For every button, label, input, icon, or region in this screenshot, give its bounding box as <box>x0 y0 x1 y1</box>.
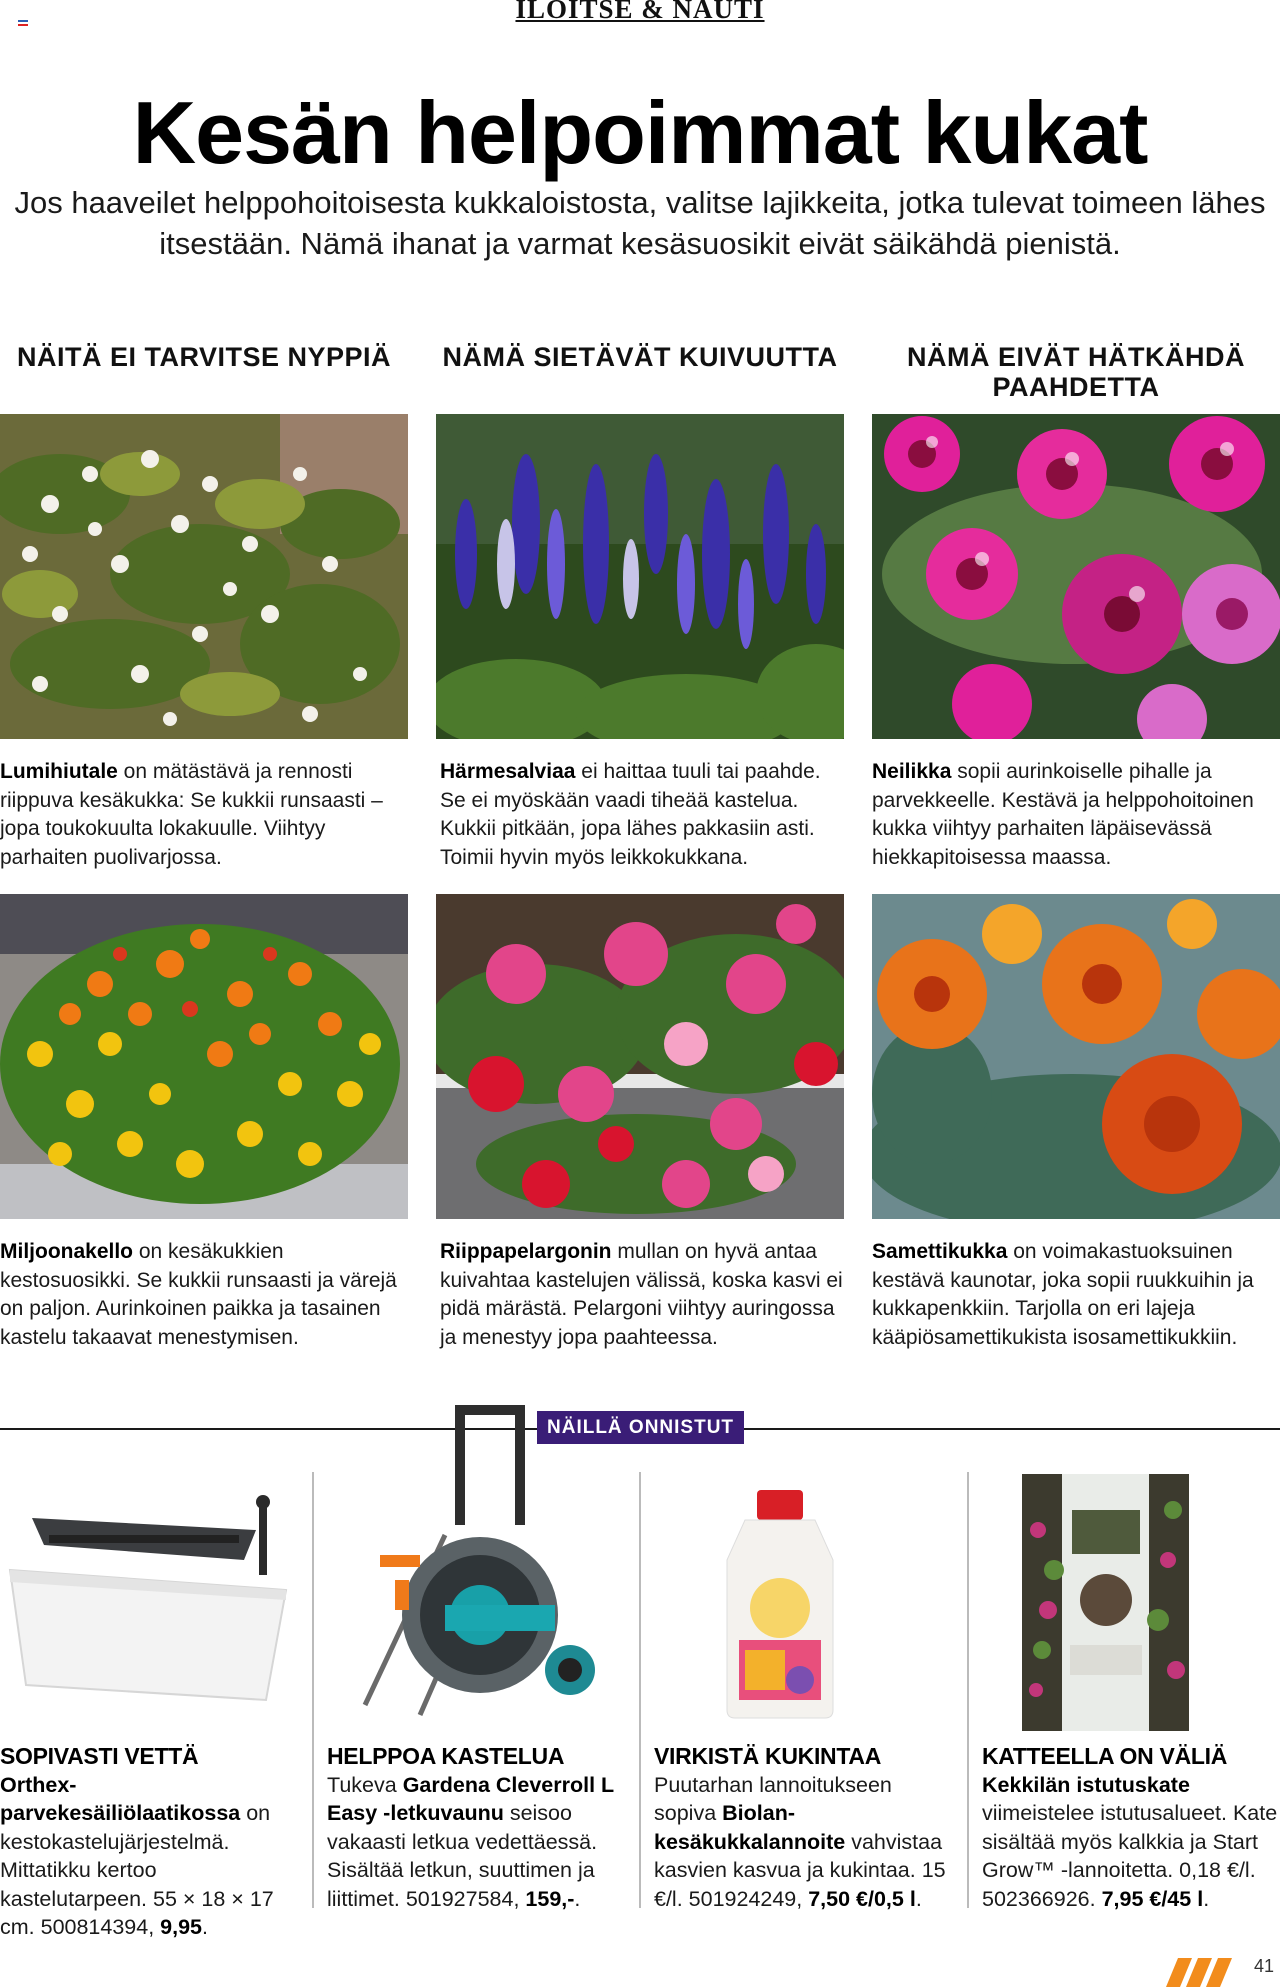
planter-box-icon <box>4 1490 294 1715</box>
product-text: HELPPOA KASTELUA Tukeva Gardena Cleverroll L Easy -letkuvaunu seisoo vakaasti letkua vedettäessä. Sisältää letkun, suuttimen ja liittimet. 501927584, 159,-. <box>327 1742 627 1913</box>
harmesalvia-photo <box>436 414 844 739</box>
column-divider <box>312 1472 314 1908</box>
samettikukka-photo <box>872 894 1280 1219</box>
riippapelargoni-photo <box>436 894 844 1219</box>
product-text: VIRKISTÄ KUKINTAA Puutarhan lannoitukseen sopiva Biolan-kesäkukkalannoite vahvistaa kasvien kasvua ja kukintaa. 15 €/l. 501924249, 7,50 €/0,5 l. <box>654 1742 959 1913</box>
column-divider <box>639 1472 641 1908</box>
product-title: SOPIVASTI VETTÄ <box>0 1743 199 1769</box>
product-title: HELPPOA KASTELUA <box>327 1743 565 1769</box>
product-text: SOPIVASTI VETTÄ Orthex-parvekesäiliölaatikossa on kestokastelujärjestelmä. Mittatikku kertoo kastelutarpeen. 55 × 18 × 17 cm. 500814394, 9,95. <box>0 1742 300 1942</box>
page-title: Kesän helpoimmat kukat <box>132 83 1148 182</box>
products-badge: NÄILLÄ ONNISTUT <box>537 1411 744 1444</box>
miljoonakello-caption: Miljoonakello on kesäkukkien kestosuosikki. Se kukkii runsaasti ja värejä on paljon. Aurinkoinen paikka ja tasainen kastelu takaavat menestymisen. <box>0 1240 397 1349</box>
neilikka-caption: Neilikka sopii aurinkoiselle pihalle ja parvekkeelle. Kestävä ja helppohoitoinen kukka viihtyy parhaiten läpäisevässä hiekkapitoisessa maassa. <box>872 760 1254 869</box>
column-divider <box>967 1472 969 1908</box>
column-heading-3: NÄMÄ EIVÄT HÄTKÄHDÄ PAAHDETTA <box>907 342 1245 402</box>
harmesalvia-caption: Härmesalviaa ei haittaa tuuli tai paahde. Se ei myöskään vaadi tiheää kastelua. Kukkii pitkään, jopa lähes pakkasiin asti. Toimii hyvin myös leikkokukkana. <box>440 760 821 869</box>
column-heading-1: NÄITÄ EI TARVITSE NYPPIÄ <box>16 342 392 372</box>
page-number: 41 <box>1253 1956 1274 1976</box>
samettikukka-caption: Samettikukka on voimakastuoksuinen kestävä kaunotar, joka sopii ruukkuihin ja kukkapenkkiin. Tarjolla on eri lajeja kääpiösamettikukista isosamettikukkiin. <box>872 1240 1254 1349</box>
section-label: ILOITSE & NAUTI <box>515 0 765 24</box>
neilikka-photo <box>872 414 1280 739</box>
mulch-bag-icon <box>1018 1470 1193 1735</box>
fertilizer-bottle-icon <box>715 1490 845 1720</box>
riippapelargoni-caption: Riippapelargonin mullan on hyvä antaa kuivahtaa kastelujen välissä, koska kasvi ei pidä märästä. Pelargoni viihtyy auringossa ja menestyy jopa paahteessa. <box>440 1240 843 1349</box>
lumihiutale-photo <box>0 414 408 739</box>
column-heading-2: NÄMÄ SIETÄVÄT KUIVUUTTA <box>442 342 838 372</box>
hose-reel-icon <box>325 1405 615 1735</box>
product-text: KATTEELLA ON VÄLIÄ Kekkilän istutuskate viimeistelee istutusalueet. Kate sisältää myös kalkkia ja Start Grow™ -lannoitetta. 0,18 €/l. 502366926. 7,95 €/45 l. <box>982 1743 1278 1911</box>
brand-stripes-icon <box>1166 1958 1236 1987</box>
product-title: KATTEELLA ON VÄLIÄ <box>982 1743 1228 1769</box>
miljoonakello-photo <box>0 894 408 1219</box>
product-title: VIRKISTÄ KUKINTAA <box>654 1743 882 1769</box>
lumihiutale-caption: Lumihiutale on mätästävä ja rennosti riippuva kesäkukka: Se kukkii runsaasti – jopa toukokuulta lokakuulle. Viihtyy parhaiten puolivarjossa. <box>0 760 383 869</box>
intro-text: Jos haaveilet helppohoitoisesta kukkaloistosta, valitse lajikkeita, jotka tulevat toimeen lähes itsestään. Nämä ihanat ja varmat kesäsuosikit eivät säikähdä pienistä. <box>14 185 1266 261</box>
